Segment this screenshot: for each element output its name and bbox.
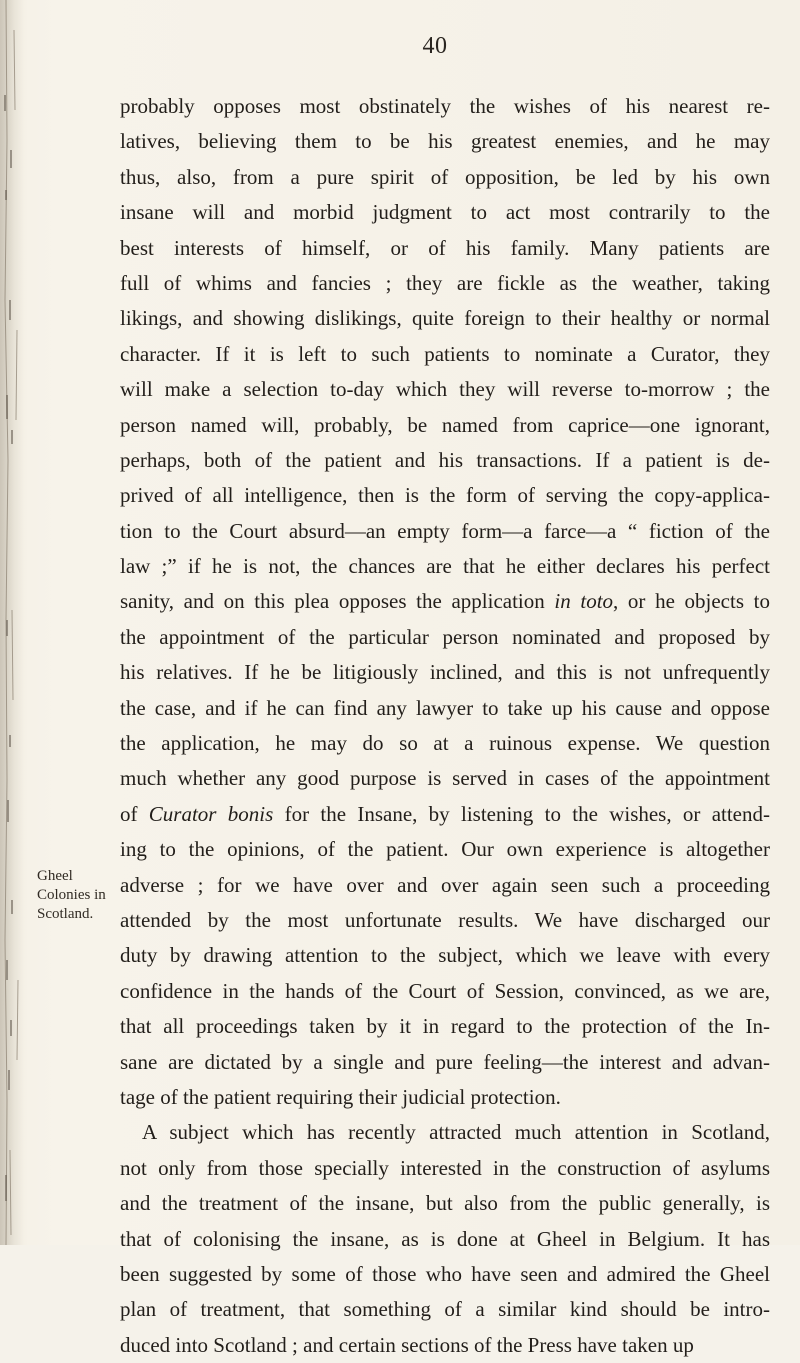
page-number: 40 <box>422 33 448 59</box>
italic-phrase: Curator bonis <box>148 801 274 826</box>
text-line: prived of all intelligence, then is the form of serving the copy-applica- <box>120 483 770 508</box>
text-line: duty by drawing attention to the subject, which we leave with every <box>120 943 770 968</box>
text-line: confidence in the hands of the Court of Session, convinced, as we are, <box>120 978 770 1003</box>
text-line: tage of the patient requiring their judicial protection. <box>120 1084 561 1109</box>
text-line: not only from those specially interested in the construction of asylums <box>120 1155 770 1180</box>
text-line: the case, and if he can find any lawyer to take up his cause and oppose <box>120 695 770 720</box>
text-line: and the treatment of the insane, but also from the public generally, is <box>120 1191 770 1216</box>
text-line: will make a selection to-day which they will reverse to-morrow ; the <box>120 377 770 402</box>
text-line: probably opposes most obstinately the wishes of his nearest re- <box>120 94 770 118</box>
text-line: the appointment of the particular person nominated and proposed by <box>120 624 770 649</box>
body-text <box>120 89 770 1363</box>
text-line: A subject which has recently attracted much attention in Scotland, <box>142 1120 770 1145</box>
text-line: law ;” if he is not, the chances are that he either declares his perfect <box>120 554 770 579</box>
text-line: the application, he may do so at a ruinous expense. We question <box>120 731 770 756</box>
text-line: best interests of himself, or of his family. Many patients are <box>120 235 770 260</box>
text-line: likings, and showing dislikings, quite foreign to their healthy or normal <box>120 306 770 331</box>
text-line: been suggested by some of those who have seen and admired the Gheel <box>120 1261 770 1286</box>
text-line: perhaps, both of the patient and his transactions. If a patient is de- <box>120 447 770 472</box>
text-line: person named will, probably, be named from caprice—one ignorant, <box>120 412 770 437</box>
text-line: that of colonising the insane, as is done at Gheel in Belgium. It has <box>120 1226 770 1251</box>
text-line: character. If it is left to such patients to nominate a Curator, they <box>120 341 770 366</box>
binding-edge-marks <box>0 0 36 1245</box>
margin-note-line: Colonies in <box>37 887 106 903</box>
text-line: adverse ; for we have over and over again seen such a proceeding <box>120 872 770 897</box>
text-line: of Curator bonis for the Insane, by listening to the wishes, or attend- <box>120 801 770 826</box>
text-line: plan of treatment, that something of a similar kind should be intro- <box>120 1297 770 1322</box>
text-line: his relatives. If he be litigiously inclined, and this is not unfrequently <box>120 660 770 685</box>
text-line: that all proceedings taken by it in regard to the protection of the In- <box>120 1014 770 1039</box>
text-line: sane are dictated by a single and pure feeling—the interest and advan- <box>120 1049 770 1074</box>
text-line: full of whims and fancies ; they are fickle as the weather, taking <box>120 270 770 295</box>
text-line: attended by the most unfortunate results. We have discharged our <box>120 907 770 932</box>
text-line: much whether any good purpose is served in cases of the appointment <box>120 766 770 791</box>
text-line: sanity, and on this plea opposes the application in toto, or he objects to <box>120 589 770 614</box>
margin-note-line: Scotland. <box>37 906 94 922</box>
text-line: thus, also, from a pure spirit of opposition, be led by his own <box>120 164 770 189</box>
text-line: insane will and morbid judgment to act most contrarily to the <box>120 200 770 225</box>
text-line: latives, believing them to be his greatest enemies, and he may <box>120 129 770 154</box>
text-line: ing to the opinions, of the patient. Our own experience is altogether <box>120 837 770 862</box>
margin-note <box>37 867 106 924</box>
text-line: duced into Scotland ; and certain sections of the Press have taken up <box>120 1332 694 1357</box>
margin-note-line: Gheel <box>37 868 73 884</box>
text-line: tion to the Court absurd—an empty form—a farce—a “ fiction of the <box>120 518 770 543</box>
italic-phrase: in toto <box>554 589 614 614</box>
